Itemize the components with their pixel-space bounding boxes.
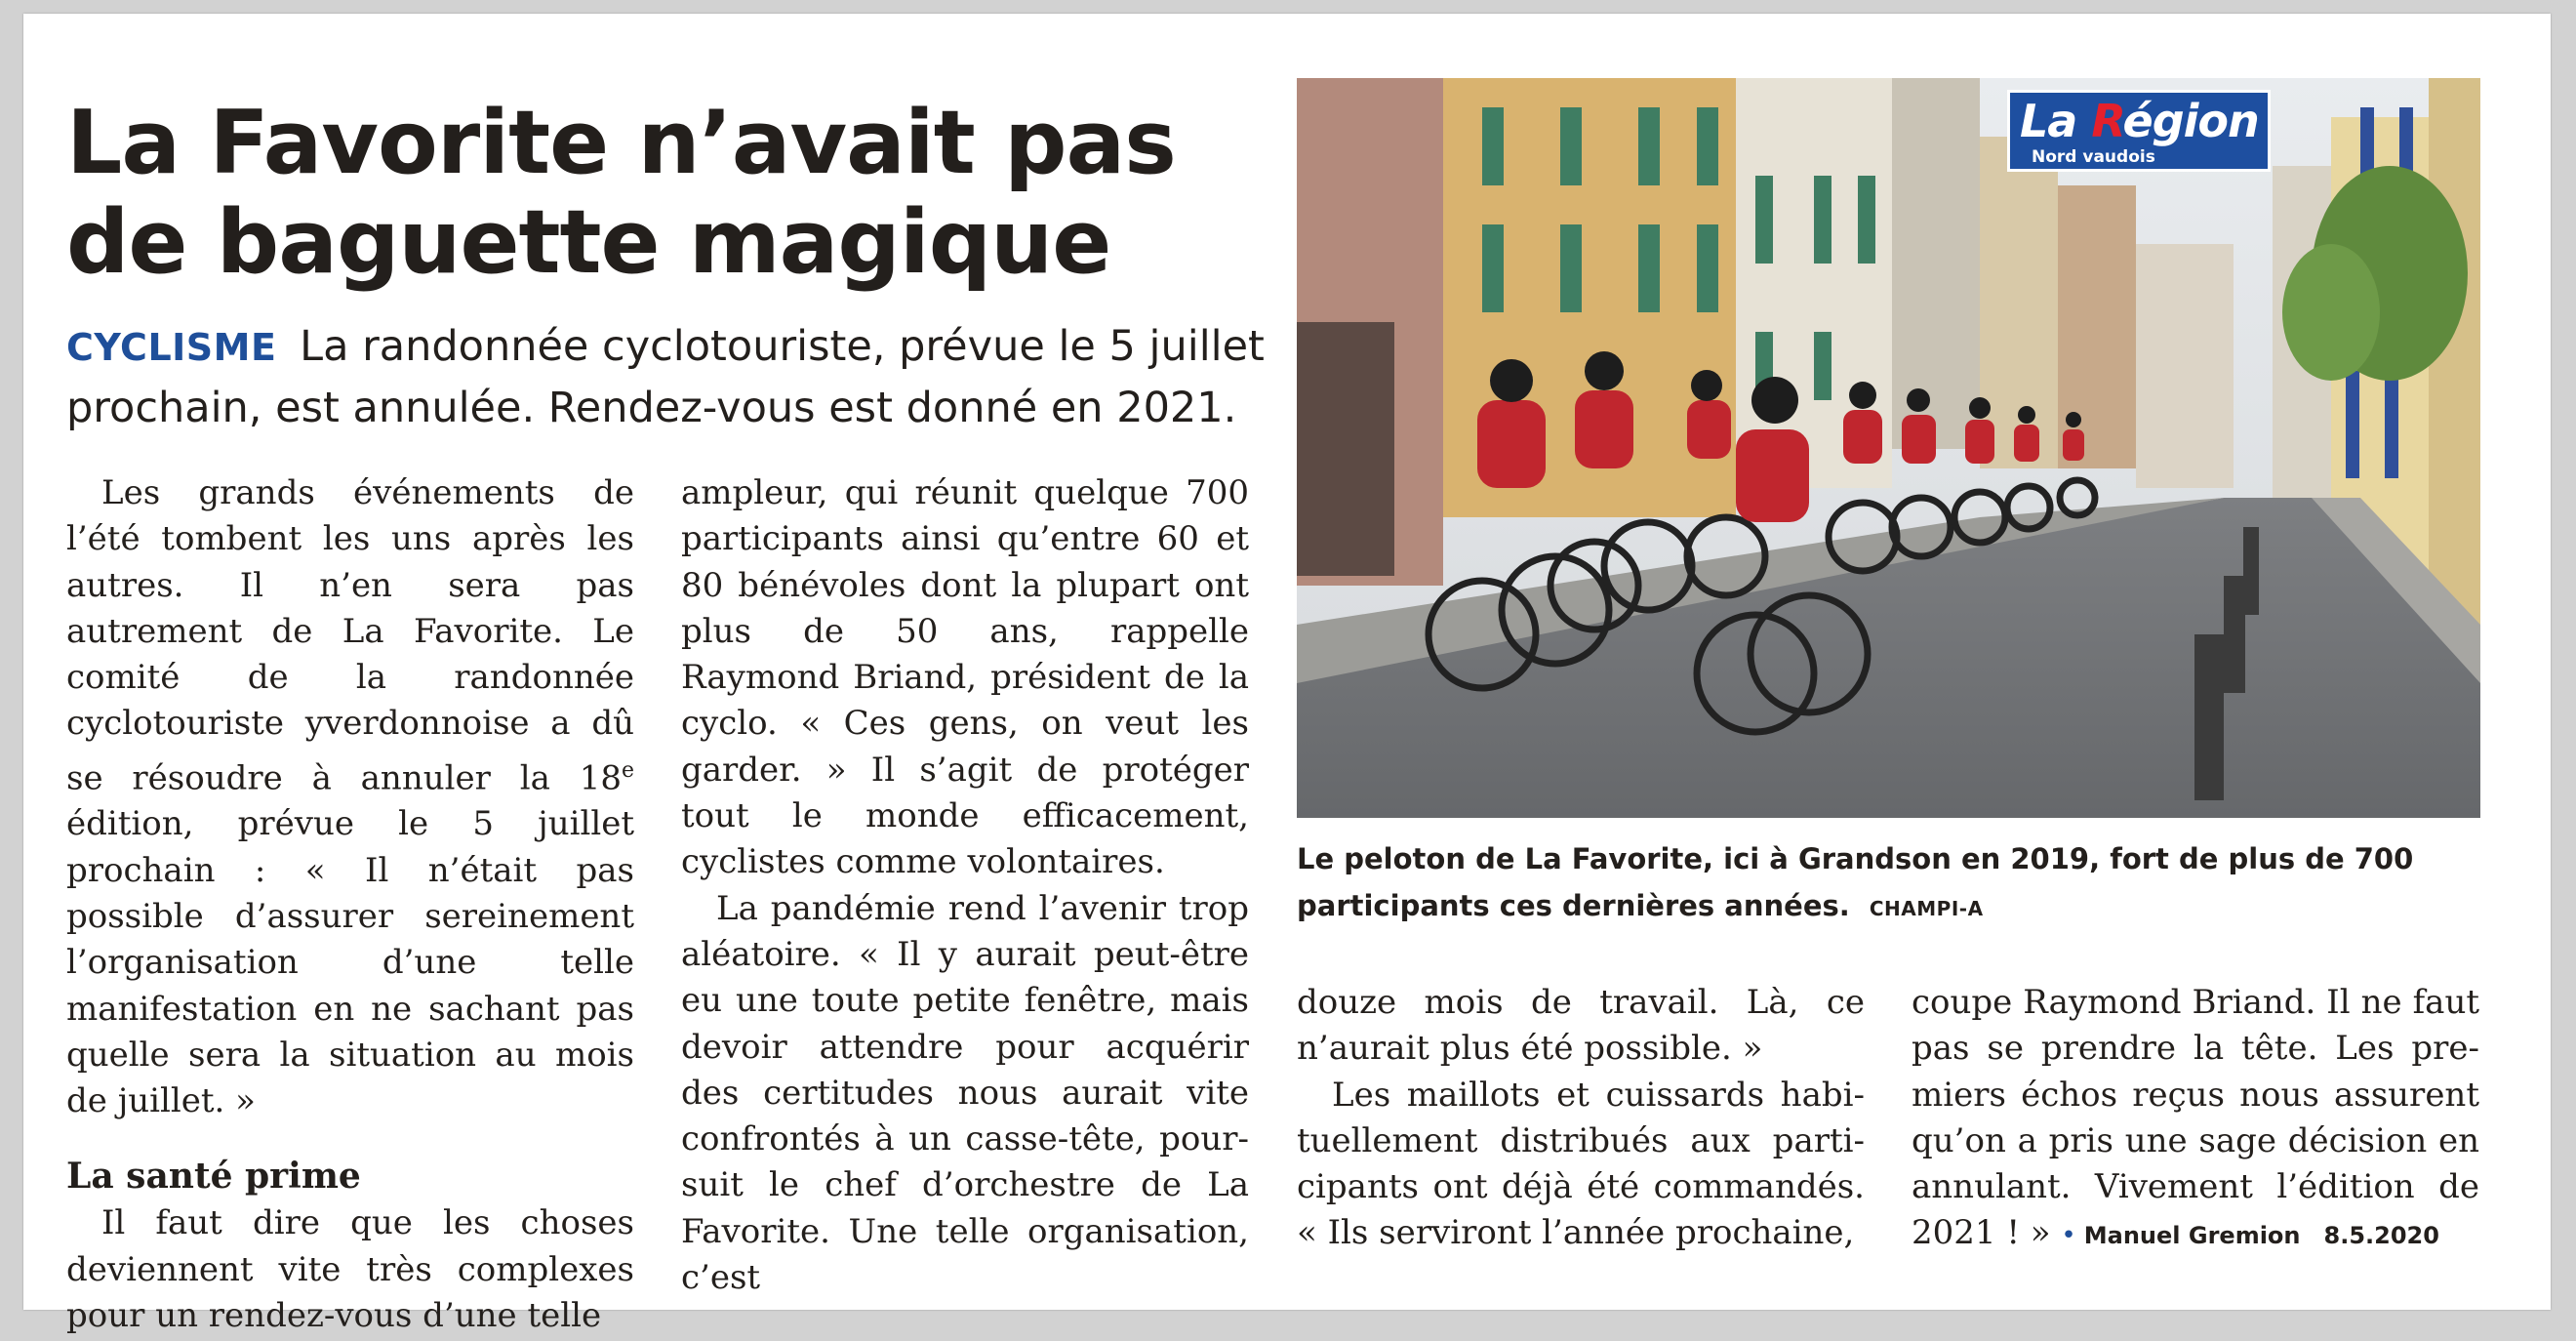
headline-line-1: La Favorite n’avait pas: [66, 92, 1176, 194]
text-column-2: [681, 470, 1249, 1301]
paragraph: Les grands événements de l’été tombent les uns après les autres. Il n’en sera pas autrement de La Favorite. Le comité de la randonnée cyclotouriste yverdonnoise a dû se résoudre à annuler la 18e édition, prévue le 5 juillet prochain : « Il n’était pas possible d’assurer sereinement l’organisation d’une telle manifestation en ne sachant pas quelle sera la situation au mois de juillet. »: [66, 473, 634, 1121]
article-lede: [66, 316, 1276, 438]
text-column-1: [66, 470, 634, 1339]
headline-line-2: de baguette magique: [66, 191, 1111, 294]
peloton-illustration: [1297, 78, 2480, 818]
bullet-icon: •: [2061, 1221, 2076, 1251]
paragraph: Il faut dire que les choses deviennent vite très complexes pour un rendez-vous d’une telle: [66, 1203, 634, 1336]
text-column-4: [1912, 980, 2479, 1260]
paragraph: ampleur, qui réunit quelque 700 participants ainsi qu’entre 60 et 80 bénévoles dont la plupart ont plus de 50 ans, rappelle Raymond Briand, président de la cyclo. « Ces gens, on veut les garder. » Il s’agit de protéger tout le monde efficacement, cyclistes comme volontaires.: [681, 473, 1249, 882]
lede-text: La randonnée cyclotouriste, prévue le 5 juillet prochain, est annulée. Rendez-vous est donné en 2021.: [66, 322, 1265, 432]
la-region-logo: [2007, 90, 2271, 172]
paragraph: douze mois de travail. Là, ce n’aurait plus été possible. »: [1297, 983, 1865, 1069]
author-name: Manuel Gremion: [2083, 1222, 2301, 1250]
article-photo-peloton: [1297, 78, 2480, 818]
text-column-3: [1297, 980, 1865, 1257]
photo-credit: CHAMPI-A: [1869, 897, 1984, 920]
paragraph: coupe Raymond Briand. Il ne faut pas se prendre la tête. Les premiers échos reçus nous assurent qu’on a pris une sage décision en annulant. Vivement l’édition de 2021 ! » • Manuel Gremion 8.5.2020: [1912, 983, 2479, 1253]
logo-wordmark: La Région: [2020, 95, 2259, 147]
logo-subtitle: Nord vaudois: [2032, 147, 2155, 167]
paragraph: Les maillots et cuissards habituellement distribués aux participants ont déjà été commandés. « Ils serviront l’année prochaine,: [1297, 1075, 1865, 1253]
newspaper-page: [23, 14, 2551, 1336]
article-headline: [66, 94, 1237, 293]
subheading: La santé prime: [66, 1156, 361, 1198]
kicker-label: CYCLISME: [66, 326, 277, 369]
photo-caption: Le peloton de La Favorite, ici à Grandson en 2019, fort de plus de 700 participants ces dernières années. CHAMPI-A: [1297, 842, 2414, 922]
paragraph: La pandémie rend l’avenir trop aléatoire. « Il y aurait peut-être eu une toute petite fenêtre, mais devoir attendre pour acquérir des certitudes nous aurait vite confrontés à un casse-tête, poursuit le chef d’orchestre de La Favorite. Une telle organisation, c’est: [681, 888, 1249, 1298]
publication-date: 8.5.2020: [2323, 1222, 2439, 1250]
